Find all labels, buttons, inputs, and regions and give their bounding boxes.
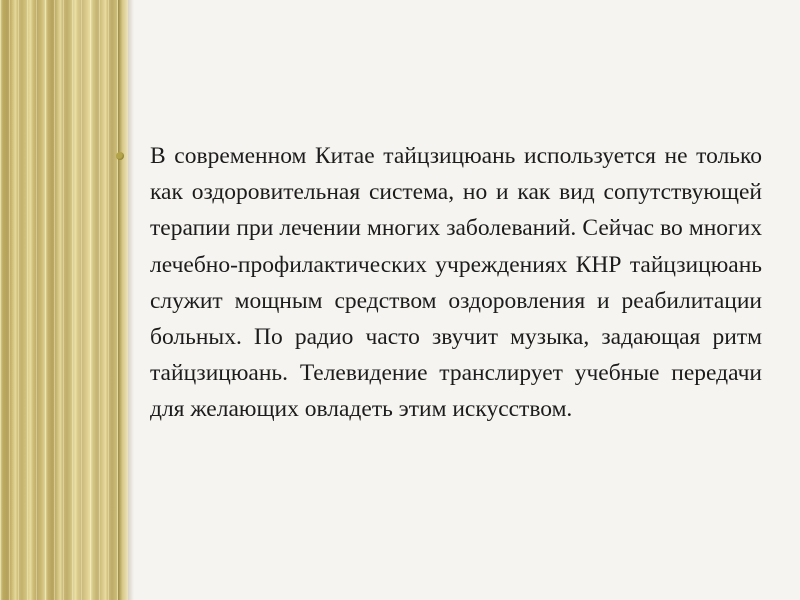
bullet-item bbox=[116, 138, 764, 428]
decorative-gold-stripes bbox=[0, 0, 118, 600]
slide-content bbox=[116, 138, 764, 428]
bullet-dot-icon bbox=[116, 152, 124, 160]
bullet-text: В современном Китае тайцзицюань используется не только как оздоровительная система, но и как вид сопутствующей терапии при лечении многих заболеваний. Сейчас во многих лечебно-профилактических учреждениях КНР тайцзицюань служит мощным средством оздоровления и реабилитации больных. По радио часто звучит музыка, задающая ритм тайцзицюань. Телевидение транслирует учебные передачи для желающих овладеть этим искусством. bbox=[150, 143, 762, 423]
